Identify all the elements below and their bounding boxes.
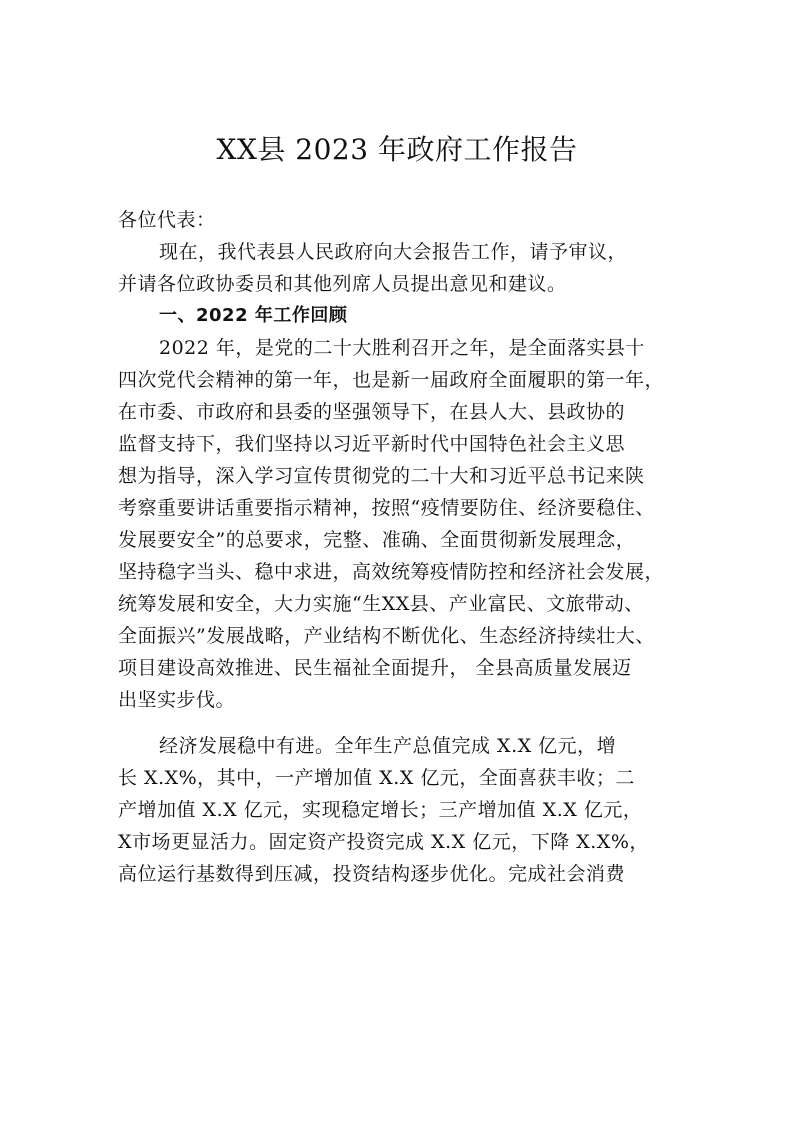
para2-line-1: 经济发展稳中有进。全年生产总值完成 X.X 亿元，增: [159, 735, 617, 757]
para1-line-8: 坚持稳字当头、稳中求进，高效统筹疫情防控和经济社会发展，: [118, 561, 665, 583]
para2-line-5: 高位运行基数得到压减，投资结构逐步优化。完成社会消费: [118, 863, 626, 885]
paragraph-gap: [118, 716, 708, 730]
document-title: XX县 2023 年政府工作报告: [216, 133, 578, 166]
para1-line-6: 考察重要讲话重要指示精神，按照“疫情要防住、经济要稳住、: [118, 497, 655, 519]
intro-line-2: 并请各位政协委员和其他列席人员提出意见和建议。: [118, 273, 567, 295]
para1-line-11: 项目建设高效推进、民生福祉全面提升， 全县高质量发展迈: [118, 657, 632, 679]
section-heading: 一、2022 年工作回顾: [159, 305, 348, 326]
intro-line-1: 现在，我代表县人民政府向大会报告工作，请予审议，: [159, 241, 628, 263]
para1-line-9: 统筹发展和安全，大力实施“生XX县、产业富民、文旅带动、: [118, 593, 644, 615]
para1-line-4: 监督支持下，我们坚持以习近平新时代中国特色社会主义思: [118, 433, 626, 455]
para2-line-4: X市场更显活力。固定资产投资完成 X.X 亿元，下降 X.X%，: [118, 831, 649, 853]
salutation: 各位代表：: [118, 209, 216, 231]
document-body: [118, 204, 708, 890]
para1-line-3: 在市委、市政府和县委的坚强领导下，在县人大、县政协的: [118, 401, 626, 423]
para1-line-1: 2022 年，是党的二十大胜利召开之年，是全面落实县十: [159, 337, 645, 359]
para1-line-7: 发展要安全”的总要求，完整、准确、全面贯彻新发展理念，: [118, 529, 636, 551]
para2-line-2: 长 X.X%，其中，一产增加值 X.X 亿元，全面喜获丰收；二: [118, 767, 635, 789]
para1-line-2: 四次党代会精神的第一年，也是新一届政府全面履职的第一年，: [118, 369, 665, 391]
para1-line-5: 想为指导，深入学习宣传贯彻党的二十大和习近平总书记来陕: [118, 465, 645, 487]
para1-line-10: 全面振兴”发展战略，产业结构不断优化、生态经济持续壮大、: [118, 625, 655, 647]
para2-line-3: 产增加值 X.X 亿元，实现稳定增长；三产增加值 X.X 亿元，: [118, 799, 643, 821]
para1-line-12: 出坚实步伐。: [118, 689, 236, 711]
